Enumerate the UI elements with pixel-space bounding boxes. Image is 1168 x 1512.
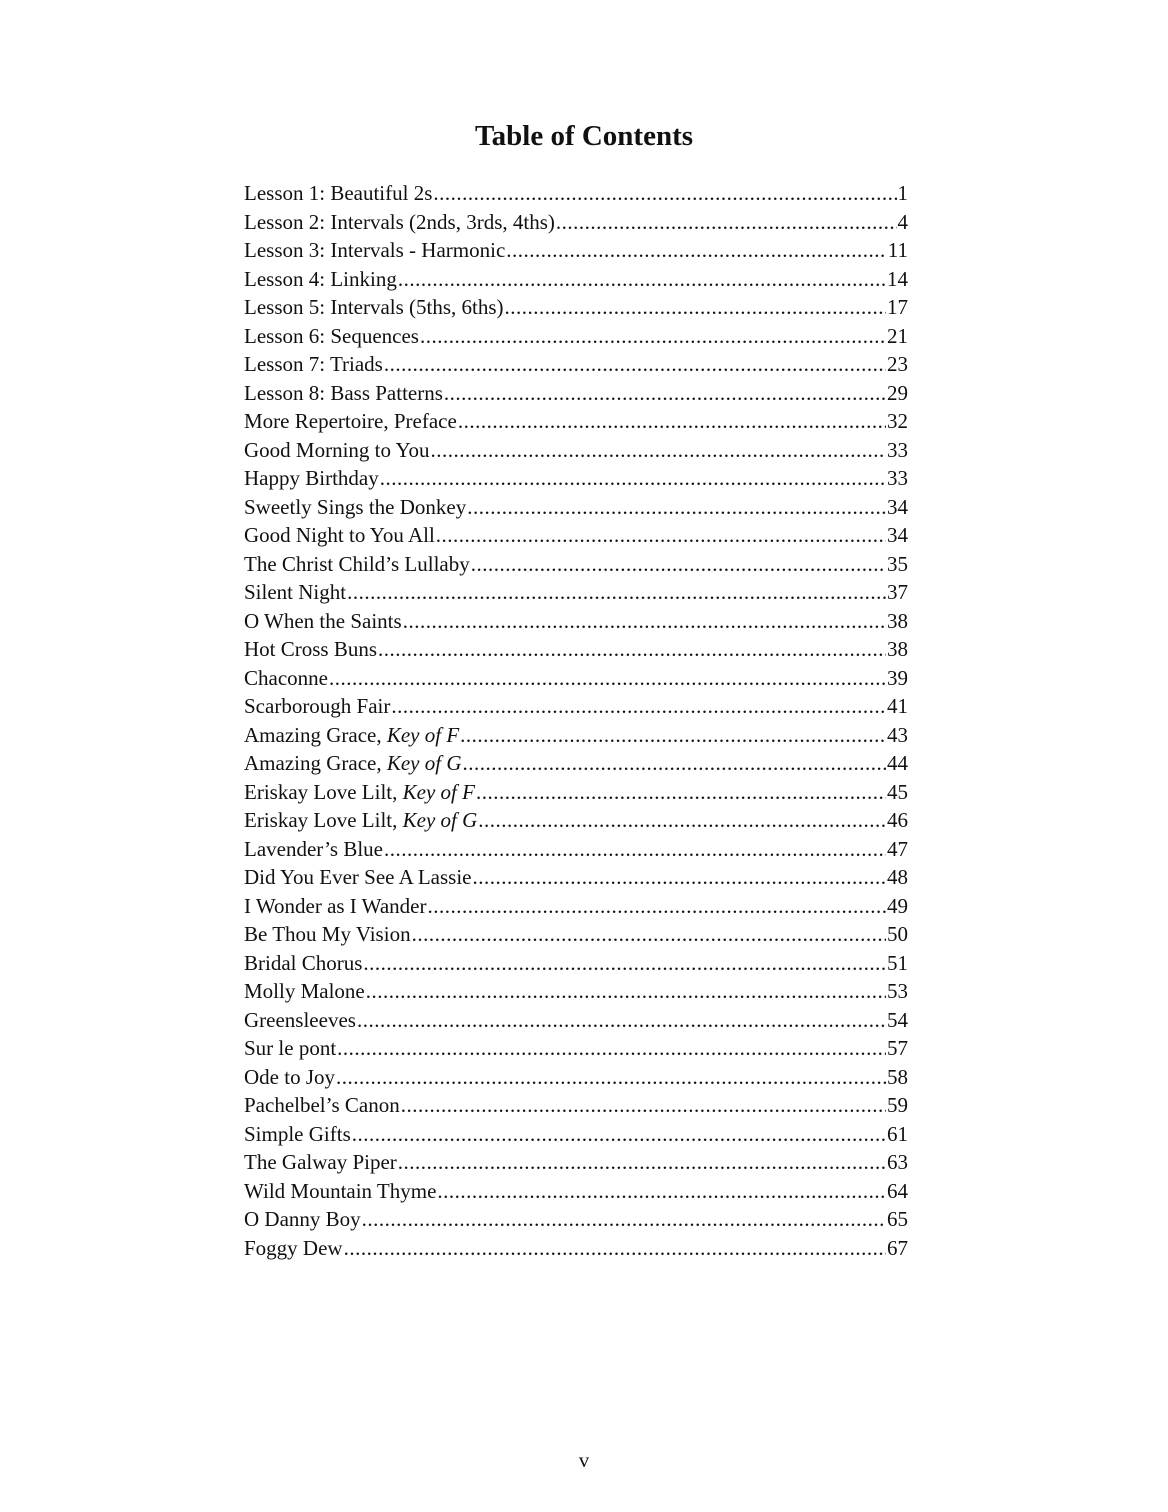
dot-leader <box>506 236 887 265</box>
toc-entry-title <box>244 749 462 778</box>
dot-leader <box>444 379 886 408</box>
toc-entry-title <box>244 806 477 835</box>
toc-entry[interactable] <box>244 1034 908 1063</box>
toc-entry[interactable] <box>244 920 908 949</box>
dot-leader <box>378 635 886 664</box>
toc-entry[interactable] <box>244 179 908 208</box>
toc-entry-title <box>244 1205 361 1234</box>
toc-entry-page: 34 <box>887 523 908 547</box>
toc-entry-title-text: O Danny Boy <box>244 1207 361 1231</box>
toc-entry-page: 45 <box>887 779 908 804</box>
toc-entry-title <box>244 863 472 892</box>
toc-entry-title <box>244 265 397 294</box>
toc-entry-title-text: Sur le pont <box>244 1036 337 1060</box>
toc-entry[interactable] <box>244 208 908 237</box>
toc-entry[interactable] <box>244 1063 908 1092</box>
toc-entry-page: 50 <box>887 922 908 946</box>
dot-leader <box>467 493 886 522</box>
dot-leader <box>431 436 886 465</box>
toc-entry-page: 33 <box>887 437 908 462</box>
toc-entry-title-text: More Repertoire, Preface <box>244 409 457 433</box>
dot-leader <box>505 293 886 322</box>
toc-entry-title-text: Eriskay Love Lilt, <box>244 779 403 804</box>
toc-entry-title <box>244 493 466 522</box>
toc-entry-title-text: Lesson 3: Intervals - Harmonic <box>244 238 506 262</box>
toc-entry-title-text: Lesson 6: Sequences <box>244 323 419 348</box>
toc-entry-title <box>244 778 475 807</box>
toc-entry-title <box>244 635 377 664</box>
toc-entry-page: 57 <box>887 1036 908 1060</box>
dot-leader <box>384 350 886 379</box>
toc-entry[interactable] <box>244 692 908 721</box>
toc-entry[interactable] <box>244 892 908 921</box>
toc-entry[interactable] <box>244 550 908 579</box>
page-number: v <box>578 1448 590 1472</box>
toc-entry-page: 67 <box>887 1235 908 1260</box>
toc-entry[interactable] <box>244 407 908 436</box>
toc-entry-page: 51 <box>887 950 908 975</box>
dot-leader <box>473 863 887 892</box>
toc-entry-key: Key of G <box>402 808 478 832</box>
dot-leader <box>363 949 886 978</box>
toc-entry-page: 38 <box>887 637 908 661</box>
toc-entry-title <box>244 350 383 379</box>
dot-leader <box>420 322 886 351</box>
toc-entry-title-text: Foggy Dew <box>244 1235 343 1260</box>
toc-entry-title-text: O When the Saints <box>244 608 402 633</box>
toc-entry-title <box>244 322 419 351</box>
toc-entry-title <box>244 835 383 864</box>
dot-leader <box>471 550 886 579</box>
toc-entry-page: 17 <box>887 295 908 319</box>
toc-entry-title-text: Eriskay Love Lilt, <box>244 808 403 832</box>
toc-entry-page: 54 <box>887 1007 908 1032</box>
toc-entry-title <box>244 236 505 265</box>
toc-entry-title <box>244 550 470 579</box>
toc-entry[interactable] <box>244 721 908 750</box>
toc-entry-page: 63 <box>887 1150 908 1174</box>
toc-entry-title <box>244 1120 351 1149</box>
toc-entry-page: 58 <box>887 1064 908 1089</box>
toc-entry[interactable] <box>244 949 908 978</box>
toc-entry[interactable] <box>244 778 908 807</box>
toc-entry-title-text: Pachelbel’s Canon <box>244 1093 400 1117</box>
toc-entry[interactable] <box>244 521 908 550</box>
toc-entry-title-text: Chaconne <box>244 665 328 690</box>
toc-entry-page: 37 <box>887 580 908 604</box>
toc-entry-title <box>244 607 402 636</box>
toc-entry[interactable] <box>244 293 908 322</box>
dot-leader <box>436 521 886 550</box>
dot-leader <box>344 1234 886 1263</box>
toc-entry-title-text: Hot Cross Buns <box>244 637 378 661</box>
toc-entry-title-text: Wild Mountain Thyme <box>244 1178 437 1203</box>
toc-entry-title <box>244 208 555 237</box>
dot-leader <box>556 208 897 237</box>
dot-leader <box>403 607 886 636</box>
toc-entry[interactable] <box>244 1205 908 1234</box>
toc-entry[interactable] <box>244 635 908 664</box>
toc-entry-page: 61 <box>887 1121 908 1146</box>
toc-entry-title <box>244 1034 336 1063</box>
toc-entry-title <box>244 407 457 436</box>
toc-entry-title-text: Silent Night <box>244 580 347 604</box>
dot-leader <box>437 1177 886 1206</box>
toc-entry-title <box>244 464 379 493</box>
toc-entry-page: 29 <box>887 380 908 405</box>
toc-entry-title-text: Lesson 2: Intervals (2nds, 3rds, 4ths) <box>244 209 555 234</box>
toc-entry-title <box>244 920 411 949</box>
toc-entry-key: Key of F <box>386 722 460 747</box>
toc-entry-title-text: Lavender’s Blue <box>244 836 383 861</box>
toc-entry-page: 49 <box>887 893 908 918</box>
toc-entry-title <box>244 1006 356 1035</box>
dot-leader <box>412 920 886 949</box>
toc-entry[interactable] <box>244 464 908 493</box>
toc-entry-title <box>244 1063 335 1092</box>
table-of-contents <box>244 179 908 1262</box>
toc-entry-page: 53 <box>887 979 908 1003</box>
toc-entry-key: Key of F <box>402 779 475 804</box>
toc-entry-title <box>244 1234 343 1263</box>
toc-entry-page: 59 <box>887 1093 908 1117</box>
dot-leader <box>366 977 886 1006</box>
toc-entry-key: Key of G <box>386 751 462 775</box>
toc-entry-title-text: The Galway Piper <box>244 1150 397 1174</box>
toc-entry-title-text: Simple Gifts <box>244 1121 351 1146</box>
toc-entry[interactable] <box>244 1120 908 1149</box>
toc-entry-title-text: Greensleeves <box>244 1007 356 1032</box>
toc-entry-page: 33 <box>887 466 908 490</box>
dot-leader <box>433 179 896 208</box>
toc-entry-title-text: Sweetly Sings the Donkey <box>244 494 467 519</box>
toc-entry[interactable] <box>244 806 908 835</box>
dot-leader <box>357 1006 886 1035</box>
dot-leader <box>337 1034 886 1063</box>
toc-entry-page: 65 <box>887 1207 908 1231</box>
toc-entry[interactable] <box>244 607 908 636</box>
toc-entry-page: 35 <box>887 551 908 576</box>
toc-entry-page: 39 <box>887 665 908 690</box>
toc-entry-title-text: Lesson 4: Linking <box>244 266 397 291</box>
toc-entry-title-text: Molly Malone <box>244 979 365 1003</box>
toc-entry-title <box>244 578 346 607</box>
toc-entry-page: 14 <box>887 266 908 291</box>
toc-entry[interactable] <box>244 1148 908 1177</box>
toc-entry-title-text: Be Thou My Vision <box>244 922 411 946</box>
toc-entry-title-text: Scarborough Fair <box>244 694 391 718</box>
dot-leader <box>398 1148 886 1177</box>
toc-entry[interactable] <box>244 664 908 693</box>
toc-entry-page: 64 <box>887 1178 908 1203</box>
toc-entry-title-text: Good Morning to You <box>244 437 430 462</box>
toc-entry-page: 41 <box>887 694 908 718</box>
toc-entry[interactable] <box>244 835 908 864</box>
dot-leader <box>427 892 886 921</box>
toc-entry-title <box>244 692 390 721</box>
toc-entry-title-text: Bridal Chorus <box>244 950 363 975</box>
dot-leader <box>398 265 886 294</box>
toc-entry-title-text: Lesson 1: Beautiful 2s <box>244 181 433 205</box>
dot-leader <box>401 1091 886 1120</box>
dot-leader <box>384 835 886 864</box>
toc-entry-page: 32 <box>887 409 908 433</box>
toc-entry-title <box>244 293 504 322</box>
toc-entry-title <box>244 721 459 750</box>
toc-entry[interactable] <box>244 493 908 522</box>
dot-leader <box>460 721 886 750</box>
dot-leader <box>391 692 886 721</box>
toc-entry[interactable] <box>244 350 908 379</box>
toc-entry-page: 48 <box>887 865 908 889</box>
toc-entry-page: 4 <box>897 209 908 234</box>
toc-entry-title <box>244 892 426 921</box>
toc-entry[interactable] <box>244 1091 908 1120</box>
toc-entry[interactable] <box>244 1234 908 1263</box>
toc-entry-title-text: Happy Birthday <box>244 466 379 490</box>
toc-entry-title <box>244 1091 400 1120</box>
toc-entry[interactable] <box>244 749 908 778</box>
toc-entry-title-text: Did You Ever See A Lassie <box>244 865 472 889</box>
toc-entry-title <box>244 1148 397 1177</box>
dot-leader <box>347 578 886 607</box>
toc-entry-page: 23 <box>887 352 908 376</box>
toc-entry-page: 47 <box>887 836 908 861</box>
toc-entry-title-text: Amazing Grace, <box>244 722 387 747</box>
toc-entry-page: 46 <box>887 808 908 832</box>
toc-entry-page: 1 <box>897 181 908 205</box>
toc-entry-title-text: The Christ Child’s Lullaby <box>244 551 470 576</box>
page-title: Table of Contents <box>474 120 694 152</box>
dot-leader <box>463 749 886 778</box>
dot-leader <box>362 1205 886 1234</box>
toc-entry-title <box>244 949 362 978</box>
toc-entry-page: 44 <box>887 751 908 775</box>
toc-entry-title <box>244 664 328 693</box>
toc-entry[interactable] <box>244 977 908 1006</box>
toc-entry[interactable] <box>244 578 908 607</box>
toc-entry[interactable] <box>244 265 908 294</box>
toc-entry-title-text: I Wonder as I Wander <box>244 893 427 918</box>
toc-entry[interactable] <box>244 322 908 351</box>
toc-entry[interactable] <box>244 236 908 265</box>
toc-entry[interactable] <box>244 379 908 408</box>
toc-entry-title <box>244 521 435 550</box>
toc-entry-page: 34 <box>887 494 908 519</box>
toc-entry-title <box>244 179 432 208</box>
dot-leader <box>458 407 886 436</box>
toc-entry-title-text: Good Night to You All <box>244 523 435 547</box>
toc-entry-title-text: Lesson 8: Bass Patterns <box>244 380 443 405</box>
toc-entry-title <box>244 379 443 408</box>
toc-entry-title <box>244 1177 436 1206</box>
dot-leader <box>329 664 886 693</box>
dot-leader <box>476 778 886 807</box>
toc-entry-title-text: Amazing Grace, <box>244 751 387 775</box>
toc-entry[interactable] <box>244 863 908 892</box>
toc-entry-title <box>244 436 430 465</box>
dot-leader <box>352 1120 886 1149</box>
toc-entry-title-text: Ode to Joy <box>244 1064 335 1089</box>
toc-entry-page: 11 <box>887 238 908 262</box>
toc-entry-title-text: Lesson 5: Intervals (5ths, 6ths) <box>244 295 504 319</box>
toc-entry-title-text: Lesson 7: Triads <box>244 352 383 376</box>
toc-entry-page: 43 <box>887 722 908 747</box>
dot-leader <box>336 1063 886 1092</box>
dot-leader <box>478 806 886 835</box>
toc-entry-page: 21 <box>887 323 908 348</box>
toc-entry-page: 38 <box>887 608 908 633</box>
toc-entry[interactable] <box>244 436 908 465</box>
toc-entry[interactable] <box>244 1006 908 1035</box>
dot-leader <box>380 464 886 493</box>
toc-entry-title <box>244 977 365 1006</box>
toc-entry[interactable] <box>244 1177 908 1206</box>
